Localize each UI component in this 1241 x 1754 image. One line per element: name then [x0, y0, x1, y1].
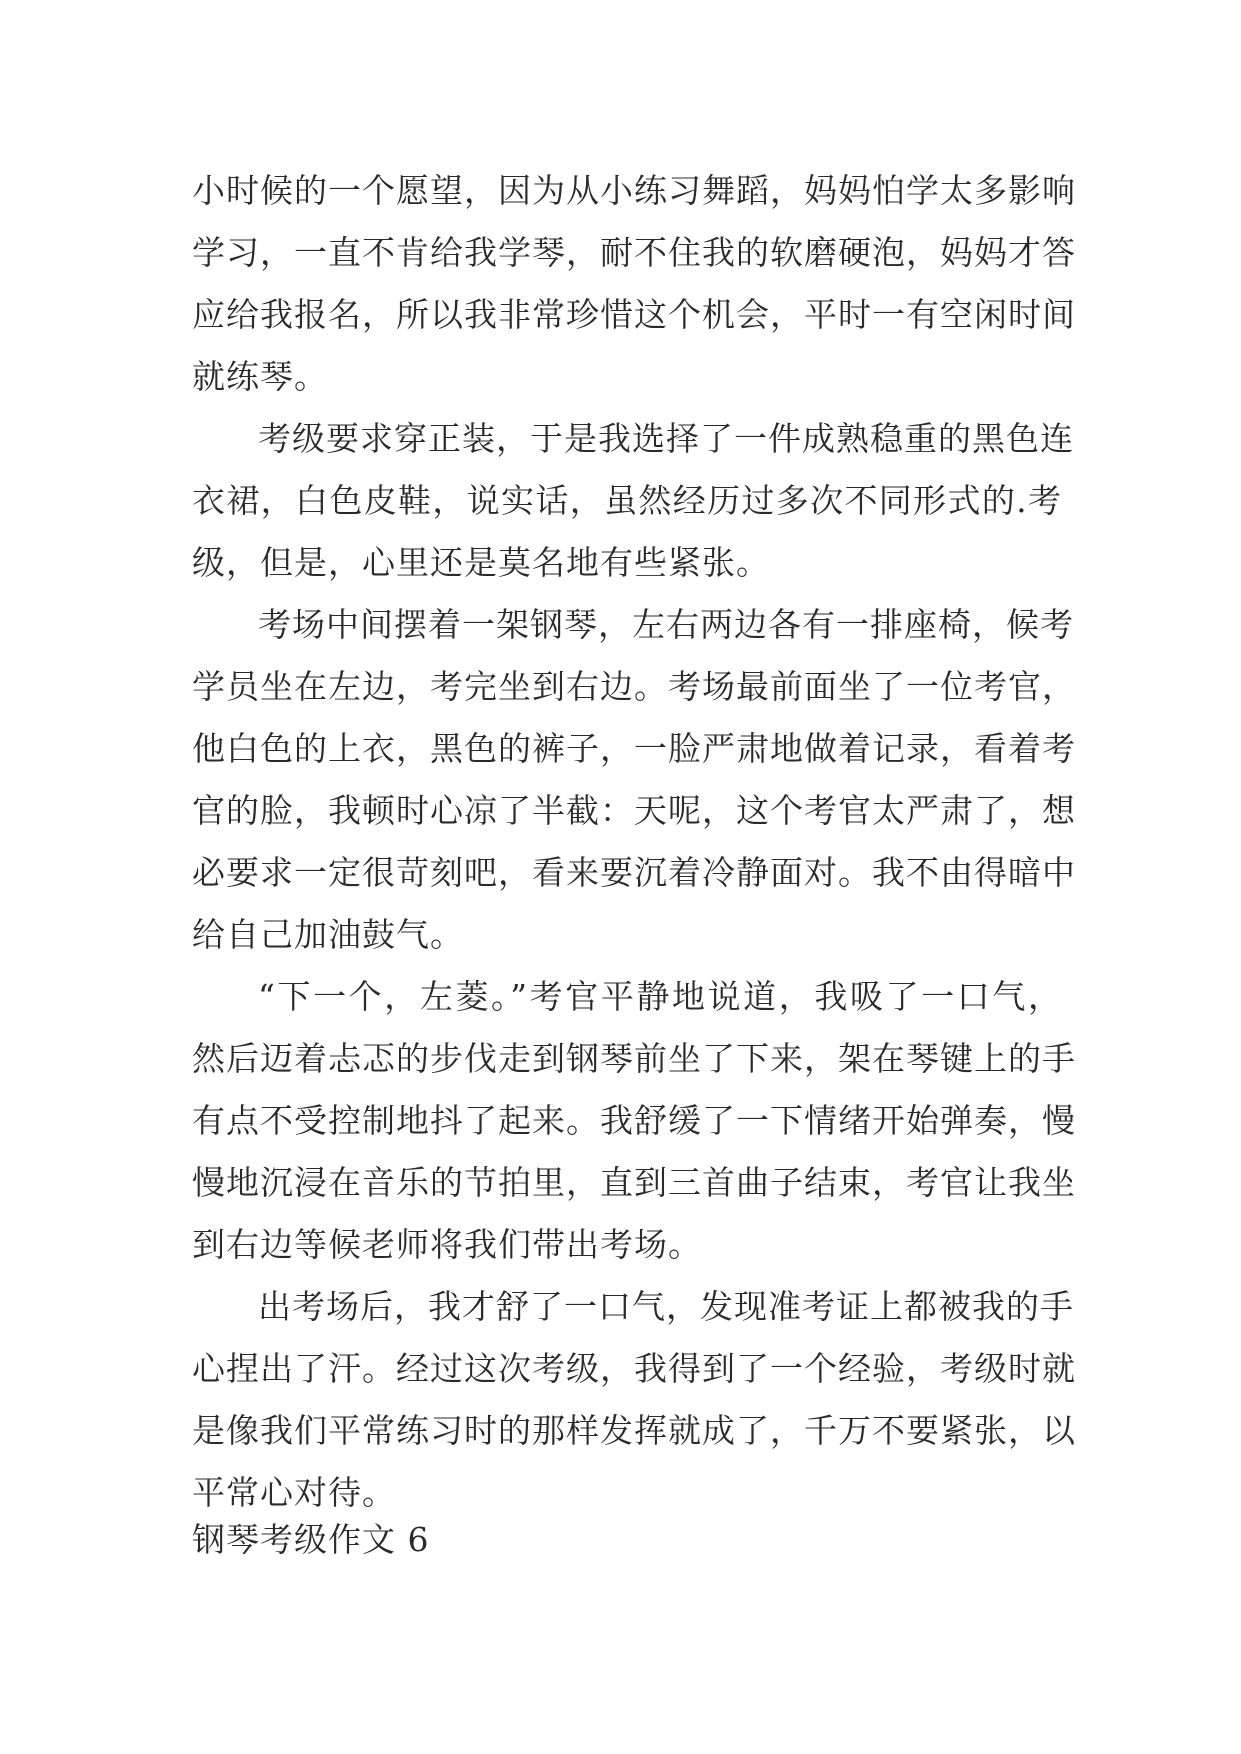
- paragraph-3-line-6: 给自己加油鼓气。: [192, 915, 464, 954]
- paragraph-1-line-3: 应给我报名，所以我非常珍惜这个机会，平时一有空闲时间: [192, 295, 1076, 334]
- paragraph-4-line-2: 然后迈着忐忑的步伐走到钢琴前坐了下来，架在琴键上的手: [192, 1039, 1076, 1078]
- paragraph-4-line-5: 到右边等候老师将我们带出考场。: [192, 1225, 702, 1264]
- paragraph-3-line-5: 必要求一定很苛刻吧，看来要沉着冷静面对。我不由得暗中: [192, 853, 1076, 892]
- paragraph-5-line-3: 是像我们平常练习时的那样发挥就成了，千万不要紧张，以: [192, 1411, 1076, 1450]
- paragraph-3-line-3: 他白色的上衣，黑色的裤子，一脸严肃地做着记录，看着考: [192, 729, 1076, 768]
- paragraph-5-line-4: 平常心对待。: [192, 1473, 396, 1512]
- paragraph-2-line-2: 衣裙，白色皮鞋，说实话，虽然经历过多次不同形式的.考: [192, 481, 1062, 520]
- paragraph-1-line-4: 就练琴。: [192, 357, 328, 396]
- paragraph-1-line-1: 小时候的一个愿望，因为从小练习舞蹈，妈妈怕学太多影响: [192, 171, 1076, 210]
- essay-body: [192, 160, 1076, 1524]
- next-essay-heading: 钢琴考级作文 6: [192, 1520, 430, 1559]
- paragraph-2-line-1: 考级要求穿正装，于是我选择了一件成熟稳重的黑色连: [258, 419, 1074, 458]
- paragraph-1-line-2: 学习，一直不肯给我学琴，耐不住我的软磨硬泡，妈妈才答: [192, 233, 1076, 272]
- paragraph-3-line-1: 考场中间摆着一架钢琴，左右两边各有一排座椅，候考: [258, 605, 1074, 644]
- paragraph-5-line-1: 出考场后，我才舒了一口气，发现准考证上都被我的手: [258, 1287, 1074, 1326]
- paragraph-3-line-2: 学员坐在左边，考完坐到右边。考场最前面坐了一位考官，: [192, 667, 1076, 706]
- paragraph-2-line-3: 级，但是，心里还是莫名地有些紧张。: [192, 543, 770, 582]
- paragraph-4-line-3: 有点不受控制地抖了起来。我舒缓了一下情绪开始弹奏，慢: [192, 1101, 1076, 1140]
- paragraph-4-line-4: 慢地沉浸在音乐的节拍里，直到三首曲子结束，考官让我坐: [192, 1163, 1076, 1202]
- paragraph-3-line-4: 官的脸，我顿时心凉了半截：天呢，这个考官太严肃了，想: [192, 791, 1076, 830]
- paragraph-4-line-1: “下一个，左菱。”考官平静地说道，我吸了一口气，: [258, 977, 1062, 1016]
- paragraph-5-line-2: 心捏出了汗。经过这次考级，我得到了一个经验，考级时就: [192, 1349, 1076, 1388]
